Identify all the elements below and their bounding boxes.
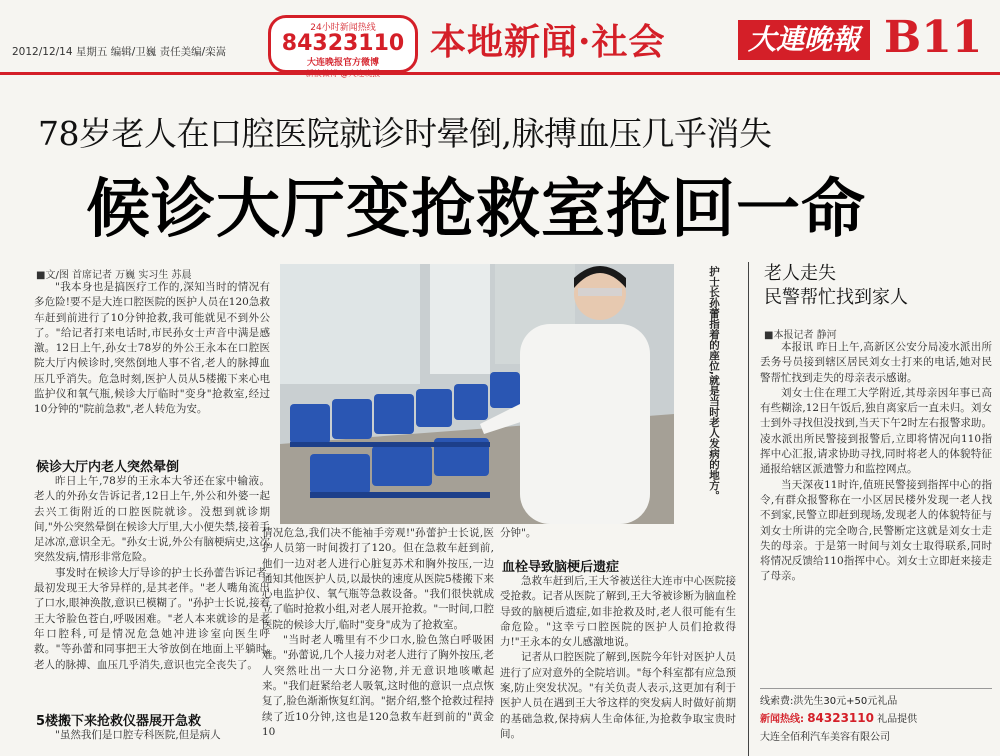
side-headline	[764, 262, 908, 310]
section-title: 本地新闻·社会	[430, 21, 666, 63]
article-col3-b	[500, 574, 736, 742]
page-number: B11	[884, 12, 983, 63]
tipline-ad	[760, 688, 992, 755]
paragraph-3: 事发时在候诊大厅导诊的护士长孙蕾告诉记者,最初发现王大爷异样的,是其老伴。"老人嘴角流出了口水,眼神涣散,意识已模糊了。"孙护士长说,接着王大爷脸色苍白,呼吸困难。"老人本来就诊的是老年口腔科,可是情况危急她冲进诊室向医生呼救。"等孙蕾和同事把王大爷放倒在地面上平躺时,老人的脉搏、血压几乎消失,意识也完全丧失了。	[34, 566, 270, 671]
issue-weekday: 星期五	[75, 46, 108, 58]
article-col1-b	[34, 474, 270, 673]
article-photo	[280, 264, 674, 524]
col3-paragraph-3: 记者从口腔医院了解到,医院今年针对医护人员进行了应对意外的全院培训。"每个科室都有应急预案,防止突发状况。"有关负责人表示,这更加有利于医护人员在遇到王大爷这样的突发病人时做好前期的基础急救,保持病人生命体征,为抢救争取宝贵时间。	[500, 651, 736, 740]
hotline-label: 24小时新闻热线	[310, 23, 376, 33]
ad-line-3: 大连全佰利汽车美容有限公司	[760, 732, 890, 743]
ad-line-2	[760, 710, 992, 725]
header-rule	[0, 72, 1000, 75]
article-col2	[262, 526, 494, 740]
article-col1-c	[34, 728, 270, 743]
subhead-fainting: 候诊大厅内老人突然晕倒	[36, 460, 180, 475]
editor-credit: 编辑/卫巍	[110, 46, 157, 58]
side-headline-line1: 老人走失	[764, 263, 836, 284]
side-paragraph-2: 刘女士住在理工大学附近,其母亲因年事已高有些糊涂,12日午饭后,独自离家后一直未归。刘女士到外寻找但没找到,当天下午2时左右报警求助。凌水派出所民警接到报警后,立即将情况向110指挥中心汇报,请求协助寻找,同时将老人的体貌特征通报给辖区派遣警力和监控网点。	[760, 386, 992, 476]
side-paragraph-3: 当天深夜11时许,值班民警接到指挥中心的指令,有群众报警称在一小区居民楼外发现一老人找不到家,民警立即赶到现场,发现老人的体貌特征与刘女士所讲的完全吻合,民警断定这就是刘女士走失的母亲。于是第一时间与刘女士取得联系,同时将情况反馈给110指挥中心。刘女士立即赶来接走了母亲。	[760, 478, 992, 583]
col3-paragraph-1: 分钟"。	[500, 527, 537, 539]
header-meta	[12, 44, 226, 59]
side-article-body	[760, 340, 992, 585]
article-col3	[500, 526, 736, 541]
photo-caption: 护士长孙蕾指着的座位,就是当时老人发病的地方。	[708, 266, 720, 501]
weibo-label: 大连晚报官方微博	[306, 58, 379, 68]
article-headline: 候诊大厅变抢救室抢回一命	[86, 173, 866, 247]
col2-paragraph-2: "当时老人嘴里有不少口水,脸色煞白呼吸困难。"孙蕾说,几个人接力对老人进行了胸外按压,老人突然吐出一大口分泌物,并无意识地咳嗽起来。"我们赶紧给老人吸氧,这时他的意识一点点恢复了,脸色渐渐恢复红润。"据介绍,整个抢救过程持续了近10分钟,这也是120急救车赶到前的"黄金10	[262, 634, 495, 738]
intro-paragraph: "我本身也是搞医疗工作的,深知当时的情况有多危险!要不是大连口腔医院的医护人员在120急救车赶到前进行了10分钟抢救,我可能就见不到外公了。"给记者打来电话时,市民孙女士声音中满是感激。12日上午,孙女士78岁的外公王永本在口腔医院大厅内候诊时,突然倒地人事不省,老人的脉搏血压几乎消失。危急时刻,医护人员从5楼搬下来心电监护仪和氧气瓶,候诊大厅临时"变身"抢救室,经过10分钟的"院前急救",老人转危为安。	[34, 281, 270, 416]
col3-paragraph-2: 急救车赶到后,王大爷被送往大连市中心医院接受抢救。记者从医院了解到,王大爷被诊断为脑血栓导致的脑梗后遗症,如非抢救及时,老人很可能有生命危险。"这幸亏口腔医院的医护人员们抢救得力!"王永本的女儿感激地说。	[500, 575, 736, 649]
newspaper-logo: 大連晚報	[738, 20, 870, 60]
paragraph-4: "虽然我们是口腔专科医院,但是病人	[55, 729, 221, 741]
designer-credit: 责任美编/栾嵩	[159, 46, 227, 58]
side-byline: ■本报记者 静河	[764, 330, 837, 341]
subhead-thrombus: 血栓导致脑梗后遗症	[502, 560, 620, 575]
ad-hotline-label: 新闻热线:	[760, 714, 804, 725]
issue-date: 2012/12/14	[12, 46, 73, 58]
article-kicker: 78岁老人在口腔医院就诊时晕倒,脉搏血压几乎消失	[38, 114, 772, 153]
waiting-hall-photo	[280, 264, 674, 524]
hotline-number: 84323110	[281, 31, 405, 56]
ad-gift-suffix: 礼品提供	[877, 714, 918, 725]
article-byline: ■文/图 首席记者 万巍 实习生 苏晨	[36, 270, 192, 281]
side-paragraph-1: 本报讯 昨日上午,高新区公安分局凌水派出所丢务号员接到辖区居民刘女士打来的电话,她对民警帮忙找到走失的母亲表示感谢。	[760, 341, 992, 384]
ad-line-1: 线索费:洪先生30元+50元礼品	[760, 696, 898, 707]
side-headline-line2: 民警帮忙找到家人	[764, 287, 908, 308]
paragraph-2: 昨日上午,78岁的王永本大爷还在家中输液。老人的外孙女告诉记者,12日上午,外公和外婆一起去兴工街附近的口腔医院就诊。没想到就诊期间,"外公突然晕倒在候诊大厅里,大小便失禁,接着手足冰凉,意识全无。"孙女士说,外公有脑梗病史,这次突然发病,情形非常危险。	[34, 475, 270, 564]
column-divider	[748, 262, 749, 756]
ad-hotline-number: 84323110	[807, 711, 874, 725]
article-col1	[34, 280, 270, 418]
col2-paragraph-1: 情况危急,我们决不能袖手旁观!"孙蕾护士长说,医护人员第一时间拨打了120。但在急救车赶到前,他们一边对老人进行心脏复苏术和胸外按压,一边通知其他医护人员,以最快的速度从医院5楼搬下来心电监护仪、氧气瓶等急救设备。"我们很快就成立了临时抢救小组,对老人展开抢救。"一时间,口腔医院的候诊大厅,临时"变身"成为了抢救室。	[262, 527, 495, 631]
subhead-equipment: 5楼搬下来抢救仪器展开急救	[36, 714, 202, 729]
hotline-badge	[268, 15, 418, 73]
